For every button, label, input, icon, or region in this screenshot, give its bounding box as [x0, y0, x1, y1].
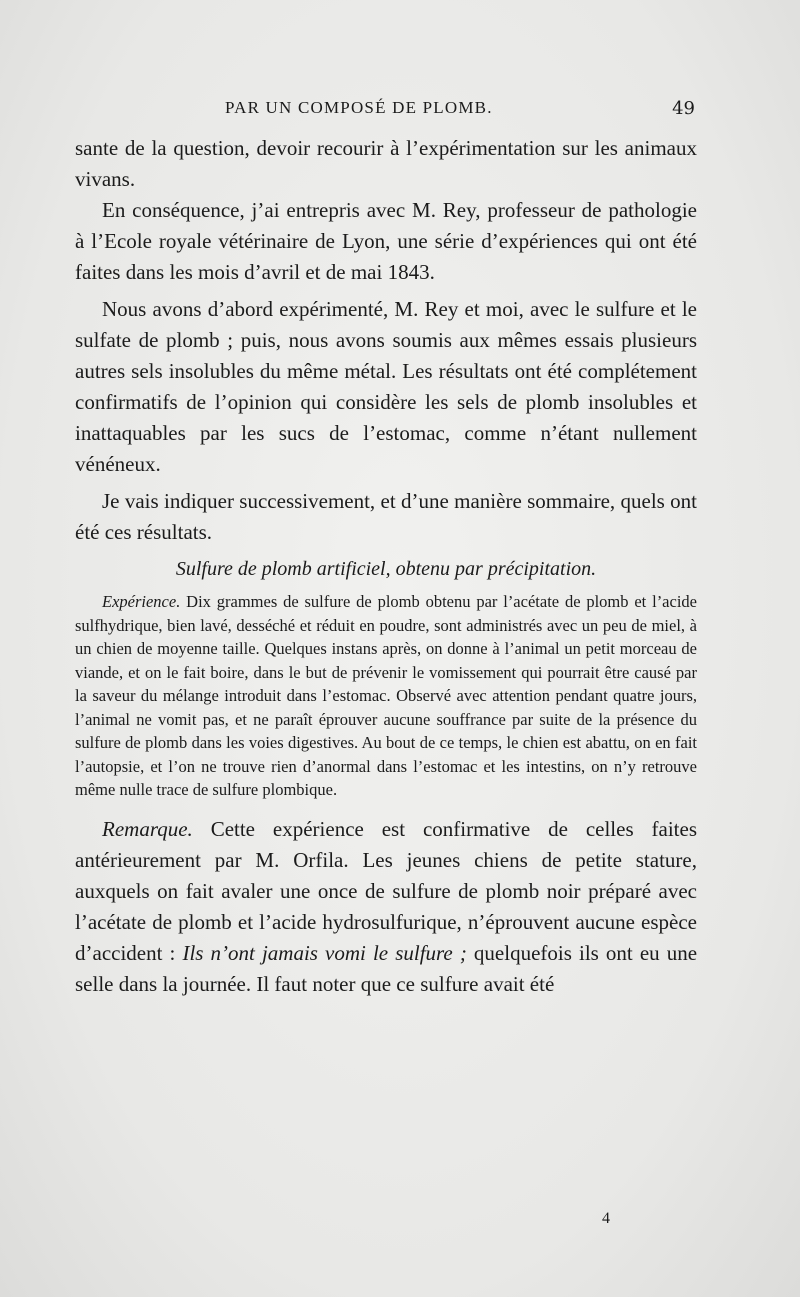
page-number: 49	[672, 98, 695, 119]
remarque-text-end: quelquefois ils ont eu une selle dans la journée. Il faut noter que ce sulfure avait été	[75, 940, 698, 996]
paragraph-continuation: sante de la question, devoir recourir à l’expérimentation sur les animaux vivans.	[75, 136, 697, 191]
experience-paragraph	[75, 590, 697, 802]
paragraph-results-intro: Je vais indiquer successivement, et d’une manière sommaire, quels ont été ces résultats.	[75, 489, 697, 544]
running-head: PAR UN COMPOSÉ DE PLOMB.	[225, 98, 493, 117]
paragraph-consequence: En conséquence, j’ai entrepris avec M. Rey, professeur de pathologie à l’Ecole royale vétérinaire de Lyon, une série d’expériences qui ont été faites dans les mois d’avril et de mai 1843.	[75, 198, 697, 284]
experience-text: Dix grammes de sulfure de plomb obtenu par l’acétate de plomb et l’acide sulfhydrique, bien lavé, desséché et réduit en poudre, sont administrés avec un peu de miel, à un chien de moyenne taille. Quelques instans après, on donne à l’animal un petit morceau de viande, et on le fait boire, dans le but de prévenir le vomissement qui pourrait être causé par la saveur du mélange introduit dans l’estomac. Observé avec attention pendant quatre jours, l’animal ne vomit pas, et ne paraît éprouver aucune souffrance par suite de la présence du sulfure de plomb dans les voies digestives. Au bout de ce temps, le chien est abattu, on en fait l’autopsie, et l’on ne trouve rien d’anormal dans l’estomac et les intestins, on n’y retrouve même nulle trace de sulfure plombique.	[75, 592, 697, 799]
body-text	[75, 133, 697, 1000]
paragraph-experiments: Nous avons d’abord expérimenté, M. Rey et moi, avec le sulfure et le sulfate de plomb ; puis, nous avons soumis aux mêmes essais plusieurs autres sels insolubles du même métal. Les résultats ont été complétement confirmatifs de l’opinion qui considère les sels de plomb insolubles et inattaquables par les sucs de l’estomac, comme n’étant nullement vénéneux.	[75, 297, 697, 476]
page-header	[75, 98, 695, 128]
remarque-quote: Ils n’ont jamais vomi le sulfure ;	[182, 940, 467, 965]
remarque-text: Cette expérience est confirmative de celles faites antérieurement par M. Orfila. Les jeunes chiens de petite stature, auxquels on fait avaler une once de sulfure de plomb noir préparé avec l’acétate de plomb et l’acide hydrosulfurique, n’éprouvent aucune espèce d’accident :	[75, 816, 698, 965]
signature-mark: 4	[602, 1210, 610, 1227]
section-subheading: Sulfure de plomb artificiel, obtenu par précipitation.	[175, 558, 597, 580]
remarque-paragraph	[75, 814, 697, 1000]
remarque-label: Remarque.	[102, 816, 193, 841]
experience-label: Expérience.	[102, 592, 181, 611]
